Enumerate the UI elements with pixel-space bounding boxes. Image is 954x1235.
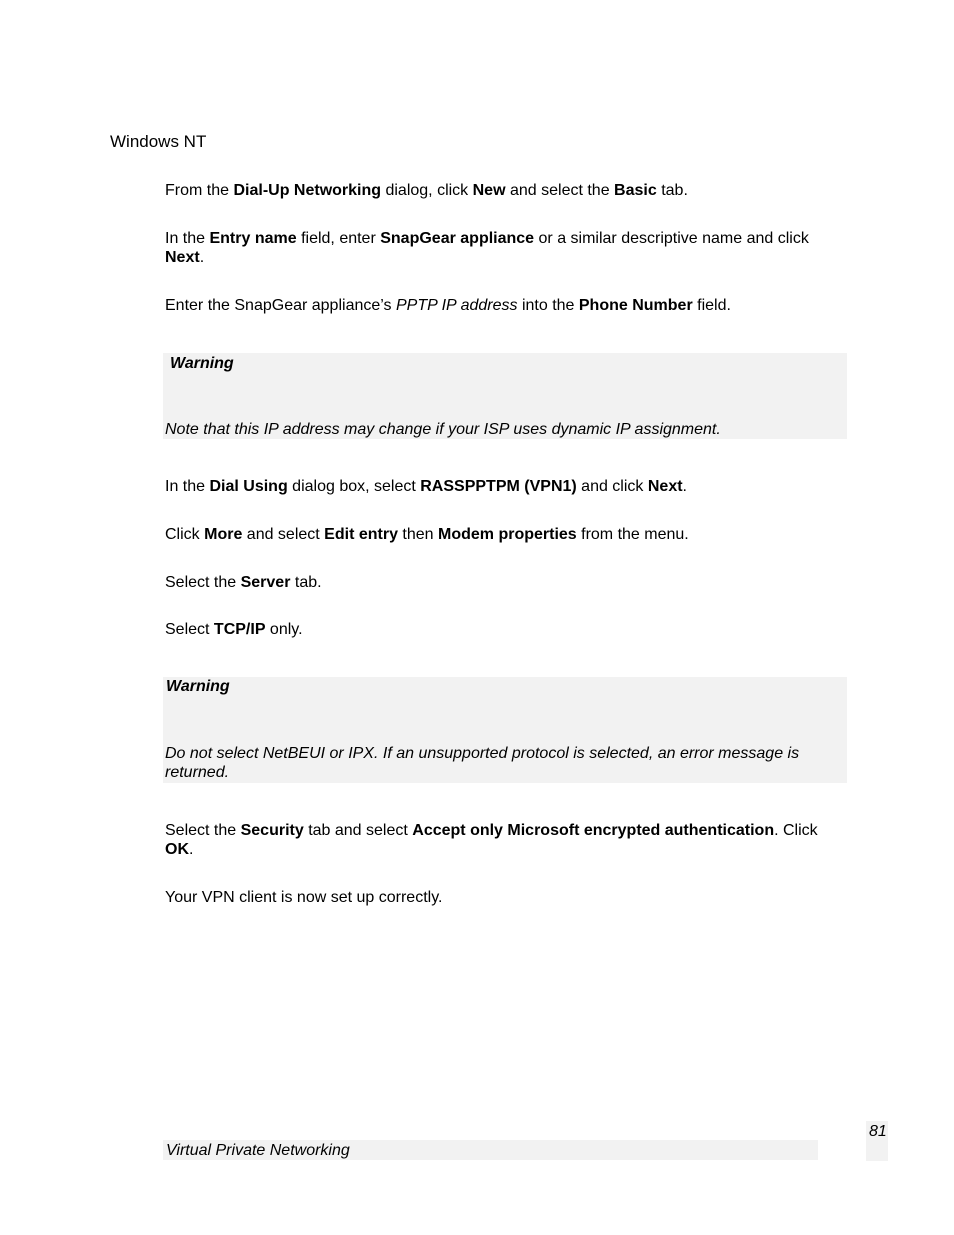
- bold-term: Security: [240, 822, 304, 839]
- step-6: [165, 573, 835, 592]
- warning-box-1: [163, 353, 847, 439]
- bold-term: TCP/IP: [213, 621, 266, 638]
- text-run: dialog, click: [381, 182, 473, 199]
- text-run: tab.: [656, 182, 688, 199]
- step-5: [165, 525, 835, 544]
- bold-term: RASSPPTPM (VPN1): [420, 478, 577, 495]
- footer-chapter-title: Virtual Private Networking: [166, 1142, 350, 1159]
- step-8: [165, 821, 835, 859]
- bold-term: Server: [240, 574, 291, 591]
- bold-term: Next: [165, 249, 200, 266]
- text-run: dialog box, select: [287, 478, 421, 495]
- page-number: 81: [869, 1123, 887, 1140]
- text-run: Click: [165, 526, 205, 543]
- step-2: [165, 229, 835, 267]
- bold-term: Phone Number: [578, 297, 693, 314]
- bold-term: Entry name: [209, 230, 297, 247]
- bold-term: Dial Using: [209, 478, 288, 495]
- bold-term: Basic: [614, 182, 657, 199]
- page-number-box: [866, 1121, 888, 1161]
- bold-term: Next: [647, 478, 683, 495]
- bold-term: Accept only Microsoft encrypted authentication: [412, 822, 775, 839]
- warning-title: Warning: [166, 678, 230, 695]
- footer: [163, 1140, 818, 1160]
- text-run: In the: [165, 478, 210, 495]
- warning-title: Warning: [170, 355, 234, 372]
- text-run: Select: [165, 621, 214, 638]
- text-run: field.: [692, 297, 731, 314]
- text-run: and select: [242, 526, 325, 543]
- text-run: field, enter: [296, 230, 381, 247]
- step-9: [165, 888, 835, 907]
- text-run: tab.: [290, 574, 322, 591]
- step-7: [165, 620, 835, 639]
- text-run: or a similar descriptive name and click: [534, 230, 809, 247]
- text-run: From the: [165, 182, 234, 199]
- text-run: Select the: [165, 574, 241, 591]
- bold-term: Dial-Up Networking: [233, 182, 382, 199]
- text-run: In the: [165, 230, 210, 247]
- text-run: .: [189, 841, 194, 858]
- text-run: .: [199, 249, 205, 266]
- bold-term: Edit entry: [324, 526, 398, 543]
- bold-term: SnapGear appliance: [380, 230, 535, 247]
- step-3: [165, 296, 835, 315]
- text-run: only.: [265, 621, 303, 638]
- text-run: Enter the SnapGear appliance’s: [165, 297, 396, 314]
- warning-text: Note that this IP address may change if your ISP uses dynamic IP assignment.: [165, 421, 721, 438]
- warning-box-2: [163, 677, 847, 783]
- bold-term: New: [472, 182, 506, 199]
- bold-term: More: [204, 526, 243, 543]
- text-run: tab and select: [303, 822, 413, 839]
- italic-term: PPTP IP address: [395, 297, 518, 314]
- bold-term: OK: [165, 841, 189, 858]
- text-run: Select the: [165, 822, 241, 839]
- bold-term: Modem properties: [438, 526, 577, 543]
- text-run: then: [397, 526, 438, 543]
- step-1: [165, 181, 835, 200]
- text-run: and select the: [505, 182, 615, 199]
- text-run: from the menu.: [576, 526, 689, 543]
- step-4: [165, 477, 835, 496]
- text-run: Your VPN client is now set up correctly.: [165, 889, 443, 906]
- section-heading: Windows NT: [110, 132, 207, 151]
- warning-text: Do not select NetBEUI or IPX. If an unsupported protocol is selected, an error message is returned.: [165, 745, 800, 781]
- text-run: .: [682, 478, 687, 495]
- text-run: . Click: [774, 822, 818, 839]
- text-run: into the: [517, 297, 579, 314]
- text-run: and click: [576, 478, 648, 495]
